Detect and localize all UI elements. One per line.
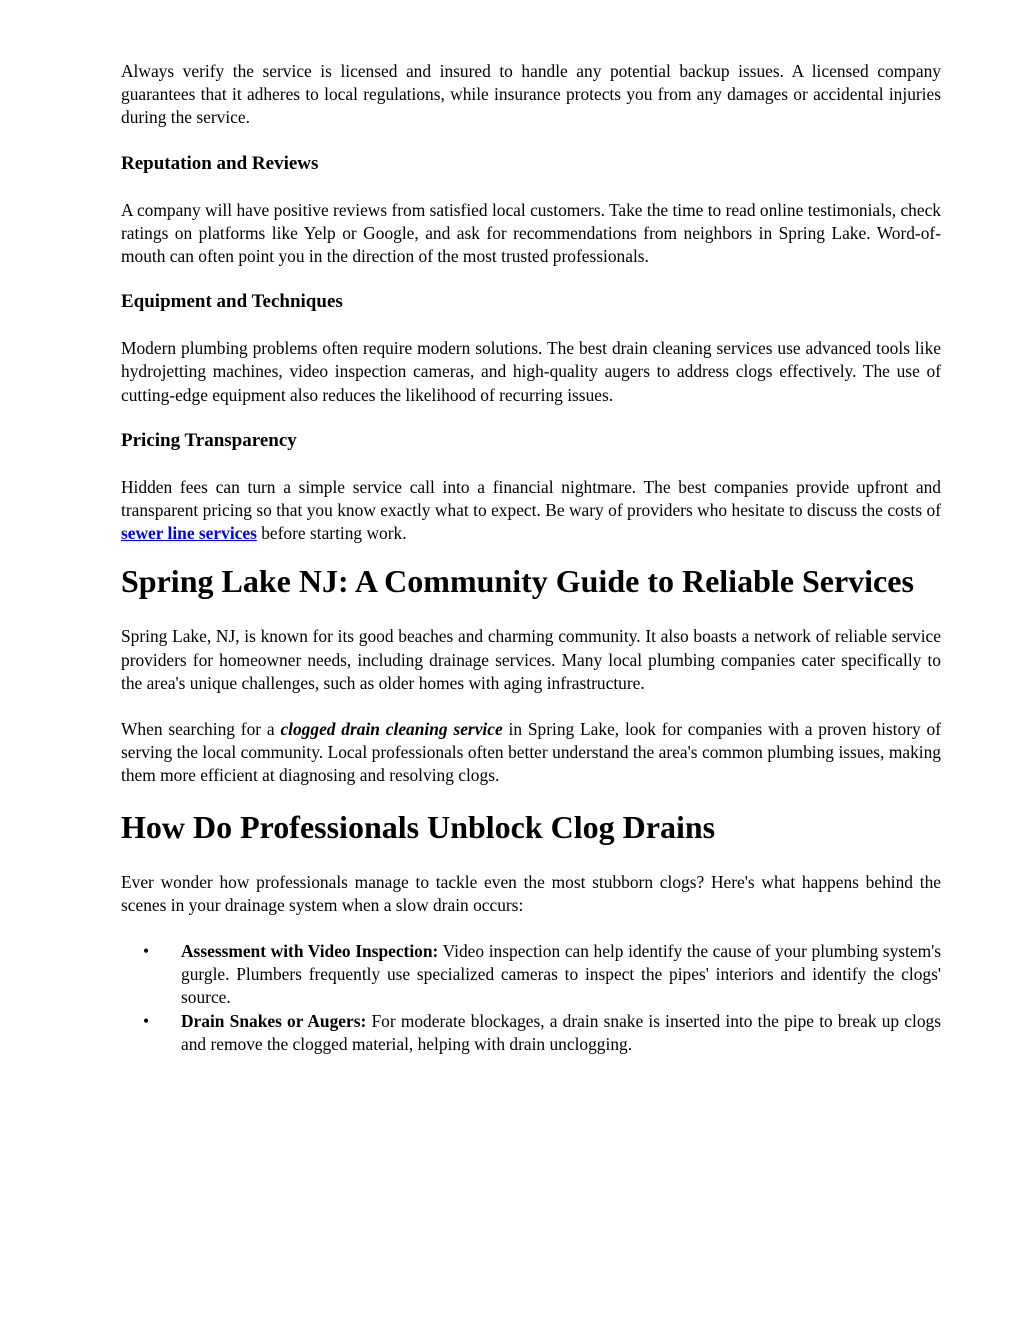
howto-heading: How Do Professionals Unblock Clog Drains — [121, 808, 716, 845]
pricing-paragraph — [121, 476, 941, 546]
steps-list — [121, 940, 941, 1056]
list-item — [121, 940, 941, 1010]
spring-lake-heading: Spring Lake NJ: A Community Guide to Reliable Services — [121, 563, 914, 600]
clogged-drain-keyword: clogged drain cleaning service — [280, 719, 503, 740]
list-item — [121, 1010, 941, 1056]
pricing-text-after: before starting work. — [256, 523, 407, 544]
spring-lake-text-after: in Spring Lake, look for companies with a proven history of serving the local community. Local professionals often better understand the area's common plumbing issues, making them more efficient at diagnosing and resolving clogs. — [121, 719, 941, 786]
spring-lake-paragraph-2 — [121, 718, 941, 788]
list-item-text: Video inspection can help identify the cause of your plumbing system's gurgle. Plumbers frequently use specialized cameras to inspect the pipes' interiors and identify the clogs' source. — [181, 941, 942, 1008]
bullet-icon: • — [143, 941, 150, 962]
list-item-label: Assessment with Video Inspection: — [181, 941, 439, 962]
list-item-label: Drain Snakes or Augers: — [181, 1010, 367, 1031]
bullet-icon: • — [143, 1010, 150, 1031]
list-item-text: For moderate blockages, a drain snake is inserted into the pipe to break up clogs and remove the clogged material, helping with drain unclogging. — [181, 1010, 942, 1054]
reputation-paragraph: A company will have positive reviews from satisfied local customers. Take the time to read online testimonials, check ratings on platforms like Yelp or Google, and ask for recommendations from neighbors in Spring Lake. Word-of-mouth can often point you in the direction of the most trusted professionals. — [121, 199, 941, 267]
intro-paragraph: Always verify the service is licensed and insured to handle any potential backup issues. A licensed company guarantees that it adheres to local regulations, while insurance protects you from any damages or accidental injuries during the service. — [121, 61, 941, 128]
document-page — [121, 60, 941, 1056]
reputation-heading: Reputation and Reviews — [121, 152, 319, 174]
pricing-heading: Pricing Transparency — [121, 429, 297, 451]
pricing-text-before: Hidden fees can turn a simple service call into a financial nightmare. The best companies provide upfront and transparent pricing so that you know exactly what to expect. Be wary of providers who hesitate to discuss the costs of — [121, 476, 941, 521]
equipment-paragraph: Modern plumbing problems often require modern solutions. The best drain cleaning services use advanced tools like hydrojetting machines, video inspection cameras, and high-quality augers to address clogs effectively. The use of cutting-edge equipment also reduces the likelihood of recurring issues. — [121, 338, 941, 405]
sewer-line-services-link[interactable]: sewer line services — [121, 523, 257, 544]
spring-lake-text-before: When searching for a — [121, 719, 281, 740]
spring-lake-paragraph-1: Spring Lake, NJ, is known for its good beaches and charming community. It also boasts a network of reliable service providers for homeowner needs, including drainage services. Many local plumbing companies cater specifically to the area's unique challenges, such as older homes with aging infrastructure. — [121, 626, 941, 693]
howto-paragraph: Ever wonder how professionals manage to tackle even the most stubborn clogs? Here's what happens behind the scenes in your drainage system when a slow drain occurs: — [121, 871, 941, 915]
equipment-heading: Equipment and Techniques — [121, 291, 343, 313]
